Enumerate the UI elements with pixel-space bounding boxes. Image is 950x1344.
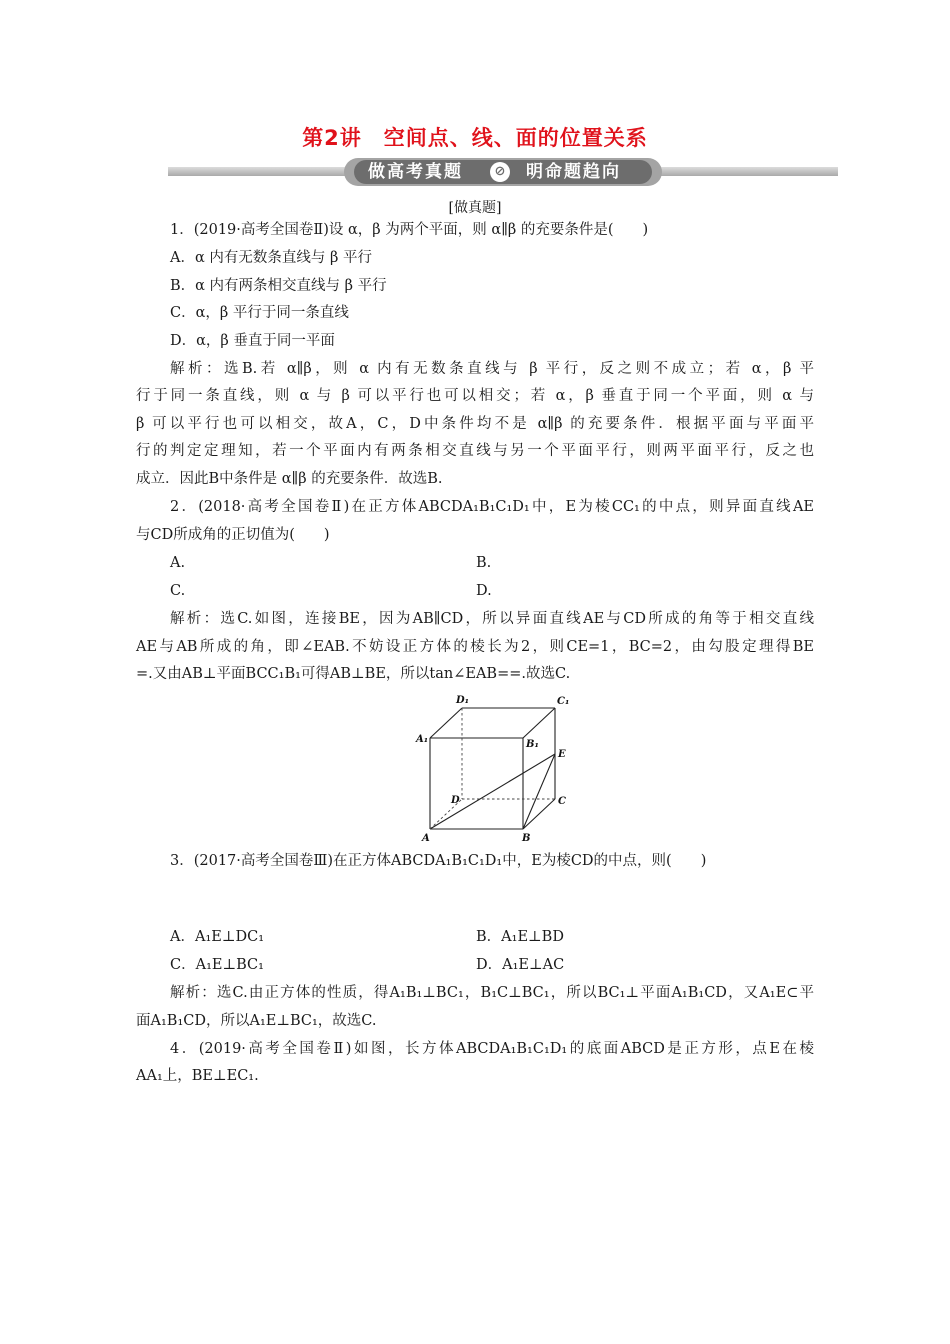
- edge-bc: [523, 799, 555, 829]
- q2-solution-line: =.又由AB⊥平面BCC₁B₁可得AB⊥BE，所以tan∠EAB==.故选C.: [136, 666, 571, 682]
- label-a: A: [422, 833, 430, 844]
- q3-option-d: D．A₁E⊥AC: [476, 957, 565, 973]
- q2-stem: 与CD所成角的正切值为( ): [136, 527, 330, 543]
- banner-left-text: 做高考真题: [368, 162, 463, 182]
- label-e: E: [558, 749, 566, 760]
- q1-solution-line: 解析：选B.若 α∥β，则 α 内有无数条直线与 β 平行，反之则不成立；若 α，β 平: [170, 361, 814, 377]
- q2-option-a: A.: [170, 555, 186, 571]
- cube-figure: [400, 690, 590, 845]
- q1-solution-line: 行的判定定理知，若一个平面内有两条相交直线与另一个平面平行，则两平面平行，反之也: [136, 443, 814, 459]
- label-c: C: [558, 796, 566, 807]
- q2-option-d: D.: [476, 583, 492, 599]
- label-b: B: [522, 833, 531, 844]
- label-a1: A₁: [416, 734, 429, 745]
- q2-option-b: B.: [476, 555, 492, 571]
- label-b1: B₁: [526, 739, 539, 750]
- q1-solution-line: β 可以平行也可以相交，故A，C，D中条件均不是 α∥β 的充要条件．根据平面与平面平: [136, 416, 814, 432]
- q2-stem: 2．(2018·高考全国卷Ⅱ)在正方体ABCDA₁B₁C₁D₁中，E为棱CC₁的中点，则异面直线AE: [170, 499, 814, 515]
- banner-right-text: 明命题趋向: [526, 162, 621, 182]
- page-title: 第2讲 空间点、线、面的位置关系: [302, 126, 648, 150]
- label-c1: C₁: [557, 696, 570, 707]
- q1-solution-line: 行于同一条直线，则 α 与 β 可以平行也可以相交；若 α，β 垂直于同一个平面，则 α 与: [136, 388, 814, 404]
- label-d: D: [451, 795, 460, 806]
- q2-solution-line: 解析：选C.如图，连接BE，因为AB∥CD，所以异面直线AE与CD所成的角等于相交直线: [170, 611, 814, 627]
- q3-option-c: C．A₁E⊥BC₁: [170, 957, 264, 973]
- q2-solution-line: AE与AB所成的角，即∠EAB.不妨设正方体的棱长为2，则CE=1，BC=2，由勾股定理得BE: [136, 639, 814, 655]
- q3-solution-line: 面A₁B₁CD，所以A₁E⊥BC₁，故选C.: [136, 1013, 377, 1029]
- q4-stem: AA₁上，BE⊥EC₁.: [136, 1068, 259, 1084]
- q1-option-d: D．α，β 垂直于同一平面: [170, 333, 335, 349]
- q1-option-c: C．α，β 平行于同一条直线: [170, 305, 349, 321]
- q1-option-b: B．α 内有两条相交直线与 β 平行: [170, 278, 387, 294]
- banner-circle-icon: ⊘: [490, 162, 510, 182]
- label-d1: D₁: [456, 695, 470, 706]
- q1-solution-line: 成立．因此B中条件是 α∥β 的充要条件．故选B.: [136, 471, 443, 487]
- q1-stem: 1．(2019·高考全国卷Ⅱ)设 α，β 为两个平面，则 α∥β 的充要条件是( ): [170, 222, 649, 238]
- segment-ae: [430, 754, 555, 829]
- q3-option-a: A．A₁E⊥DC₁: [170, 929, 265, 945]
- edge-b1c1: [523, 708, 555, 738]
- section-subtitle: [做真题]: [448, 200, 502, 216]
- q3-solution-line: 解析：选C.由正方体的性质，得A₁B₁⊥BC₁，B₁C⊥BC₁，所以BC₁⊥平面A₁B₁CD，又A₁E⊂平: [170, 985, 814, 1001]
- q4-stem: 4．(2019·高考全国卷Ⅱ)如图，长方体ABCDA₁B₁C₁D₁的底面ABCD是正方形，点E在棱: [170, 1041, 814, 1057]
- edge-a1d1: [430, 708, 462, 738]
- q1-option-a: A．α 内有无数条直线与 β 平行: [170, 250, 372, 266]
- q2-option-c: C.: [170, 583, 186, 599]
- segment-be: [523, 754, 555, 829]
- q3-option-b: B．A₁E⊥BD: [476, 929, 564, 945]
- q3-stem: 3．(2017·高考全国卷Ⅲ)在正方体ABCDA₁B₁C₁D₁中，E为棱CD的中点，则( ): [170, 853, 707, 869]
